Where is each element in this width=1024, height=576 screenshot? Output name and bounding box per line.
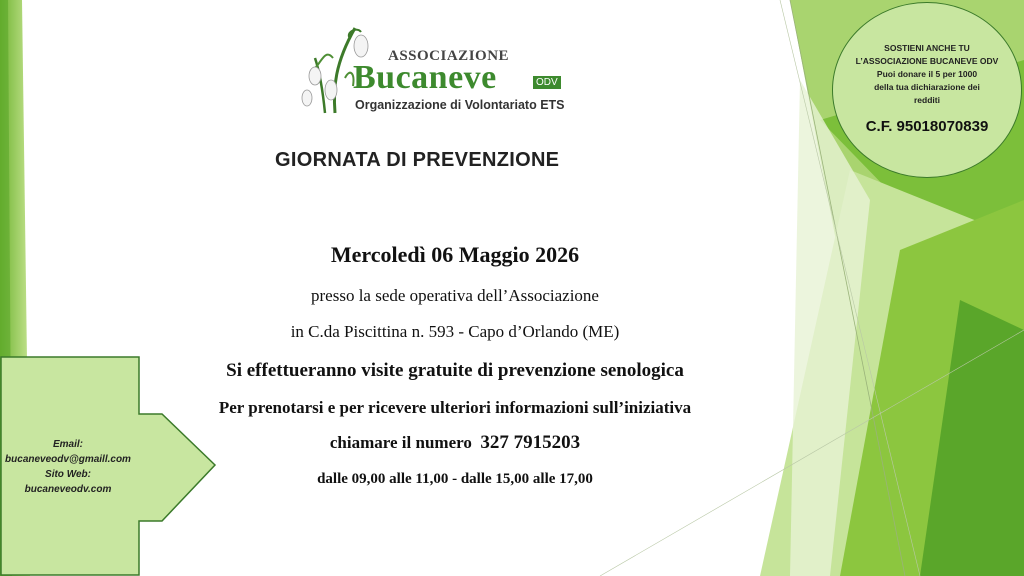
event-booking-info: Per prenotarsi e per ricevere ulteriori informazioni sull’iniziativa <box>218 398 692 417</box>
event-date: Mercoledì 06 Maggio 2026 <box>330 242 580 267</box>
call-prefix: chiamare il numero <box>329 433 472 452</box>
event-location-line1: presso la sede operativa dell’Associazione <box>311 286 599 305</box>
logo-odv-badge: ODV <box>533 76 561 89</box>
event-title: GIORNATA DI PREVENZIONE <box>275 149 560 171</box>
event-call-line <box>150 432 760 454</box>
email-label: Email: <box>52 439 83 450</box>
donation-line3: Puoi donare il 5 per 1000 <box>876 69 978 79</box>
logo-subtitle: Organizzazione di Volontariato ETS <box>355 98 565 112</box>
donation-line4: della tua dichiarazione dei <box>874 82 980 92</box>
donation-line1: SOSTIENI ANCHE TU <box>884 43 970 53</box>
event-hours: dalle 09,00 alle 11,00 - dalle 15,00 alle 17,00 <box>317 471 593 487</box>
site-url[interactable]: bucaneveodv.com <box>24 484 112 495</box>
event-location-line2: in C.da Piscittina n. 593 - Capo d’Orlando (ME) <box>290 322 620 341</box>
donation-tax-code: C.F. 95018070839 <box>865 118 989 135</box>
logo-association-label: ASSOCIAZIONE <box>388 48 510 64</box>
association-logo <box>295 14 615 126</box>
contact-info <box>4 437 132 497</box>
email-address[interactable]: bucaneveodv@gmaill.com <box>5 454 131 465</box>
event-description: Si effettueranno visite gratuite di prevenzione senologica <box>226 360 684 381</box>
donation-text <box>842 42 1012 107</box>
site-label: Sito Web: <box>45 469 91 480</box>
donation-line2: L’ASSOCIAZIONE BUCANEVE ODV <box>855 56 999 66</box>
donation-line5: redditi <box>914 95 940 105</box>
phone-number: 327 7915203 <box>480 432 581 453</box>
logo-name: Bucaneve <box>353 59 497 96</box>
